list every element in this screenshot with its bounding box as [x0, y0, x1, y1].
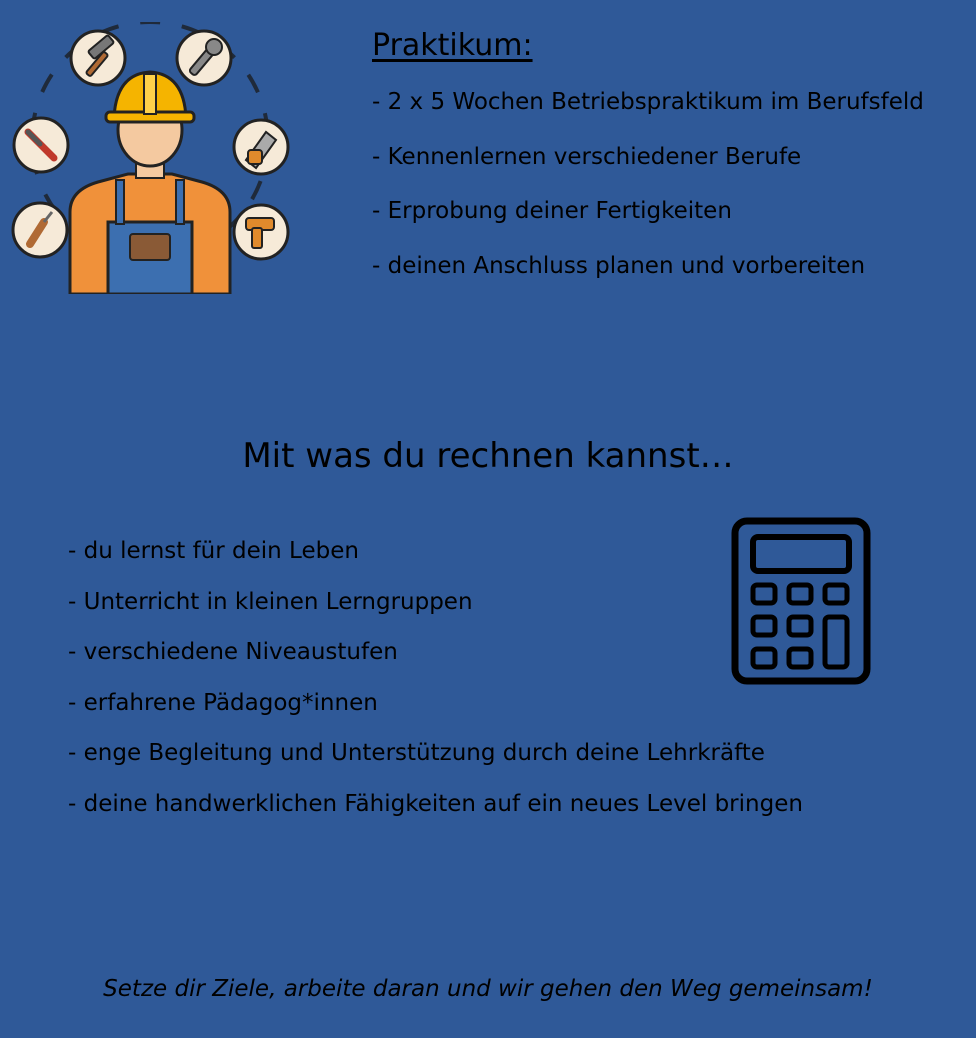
list-item: - erfahrene Pädagog*innen [68, 689, 378, 716]
hammer-icon [71, 31, 125, 85]
list-item: - Erprobung deiner Fertigkeiten [372, 198, 732, 224]
list-item: - du lernst für dein Leben [68, 538, 359, 564]
pliers-icon [14, 118, 68, 172]
saw-icon [234, 120, 288, 174]
list-item: - verschiedene Niveaustufen [68, 639, 398, 666]
praktikum-title: Praktikum: [372, 28, 533, 63]
wrench-icon [177, 31, 231, 85]
drill-icon [234, 205, 288, 259]
praktikum-section [372, 28, 972, 293]
footer-slogan: Setze dir Ziele, arbeite daran und wir gehen den Weg gemeinsam! [103, 976, 873, 1002]
list-item: - deinen Anschluss planen und vorbereiten [372, 252, 866, 279]
worker-illustration [8, 22, 293, 294]
screwdriver-icon [13, 203, 67, 257]
list-item: - 2 x 5 Wochen Betriebspraktikum im Berufsfeld [372, 89, 924, 115]
list-item: - enge Begleitung und Unterstützung durch deine Lehrkräfte [68, 740, 765, 767]
list-item: - deine handwerklichen Fähigkeiten auf ein neues Level bringen [68, 790, 803, 817]
list-item: - Unterricht in kleinen Lerngruppen [68, 588, 473, 615]
list-item: - Kennenlernen verschiedener Berufe [372, 143, 802, 170]
praktikum-list [372, 75, 972, 293]
calculator-icon [731, 517, 871, 685]
rechnen-title: Mit was du rechnen kannst… [242, 436, 734, 476]
